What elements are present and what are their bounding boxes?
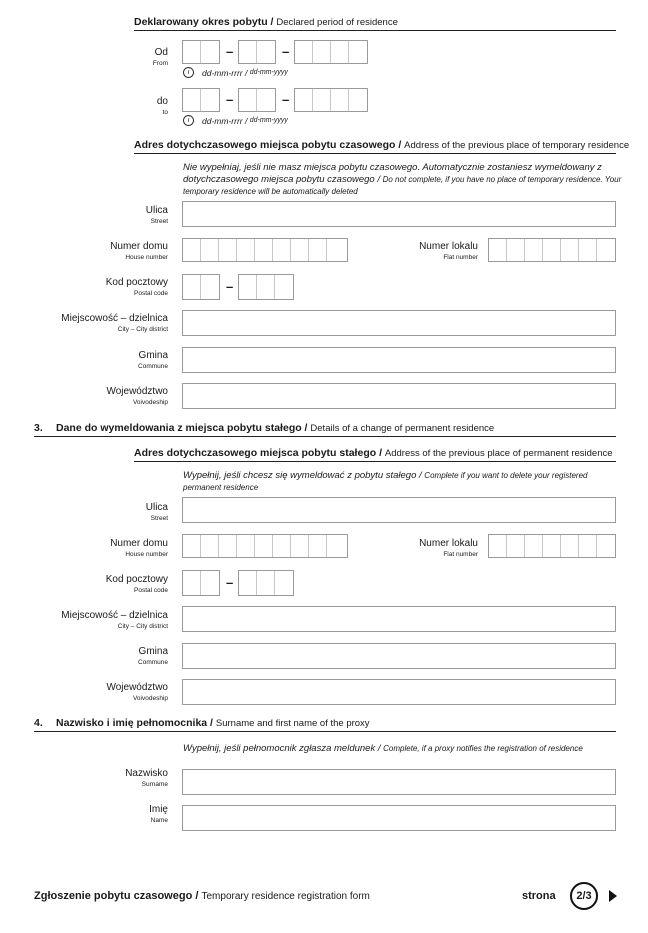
prev-perm-title: Adres dotychczasowego miejsca pobytu stałego / [134,447,382,459]
flat-label-pl: Numer lokalu [419,538,478,549]
to-date-hint [183,115,288,126]
declared-period-title: Deklarowany okres pobytu / [134,16,274,28]
prev-perm-postal-suffix-input[interactable] [238,570,294,596]
declared-period-title-en: Declared period of residence [276,17,398,28]
declared-period-header [134,16,398,28]
prev-temp-street-input[interactable] [182,201,616,227]
prev-perm-street-input[interactable] [182,497,616,523]
flat-number-label [338,538,478,559]
to-label-en: to [162,109,168,116]
prev-perm-voivodeship-input[interactable] [182,679,616,705]
flat-number-label [338,241,478,262]
commune-label [28,350,168,371]
info-icon: i [183,67,194,78]
prev-perm-commune-input[interactable] [182,643,616,669]
prev-temp-title-en: Address of the previous place of temporary residence [404,140,630,151]
section-4-title-en: Surname and first name of the proxy [215,718,370,729]
section-3-title: Dane do wymeldowania z miejsca pobytu stałego / [56,422,308,434]
date-separator: – [226,44,234,59]
section-rule [34,436,616,437]
flat-label-en: Flat number [443,254,478,261]
commune-label-en: Commune [138,659,168,666]
name-label-pl: Imię [149,804,168,815]
prev-temp-header [134,139,629,151]
voivodeship-label [28,682,168,703]
prev-temp-flat-number-input[interactable] [488,238,616,262]
prev-temp-note-en: Do not complete, if you have no place of temporary residence. Your temporary residence will be automatically deleted [183,175,622,196]
to-label-pl: do [156,96,168,107]
proxy-note [183,743,583,755]
section-3-number: 3. [34,422,43,434]
postal-label-en: Postal code [134,290,168,297]
postal-label-pl: Kod pocztowy [105,277,168,288]
city-label-pl: Miejscowość – dzielnica [61,313,168,324]
section-rule [134,153,616,154]
flat-label-pl: Numer lokalu [419,241,478,252]
postal-code-label [28,574,168,595]
name-label [28,804,168,825]
from-month-input[interactable] [238,40,276,64]
section-4-header [56,717,370,729]
prev-perm-flat-number-input[interactable] [488,534,616,558]
date-separator: – [282,44,290,59]
date-hint-en: dd-mm-yyyy [249,69,288,76]
prev-temp-voivodeship-input[interactable] [182,383,616,409]
section-4-title: Nazwisko i imię pełnomocnika / [56,717,213,729]
prev-temp-postal-suffix-input[interactable] [238,274,294,300]
from-year-input[interactable] [294,40,368,64]
voiv-label-pl: Województwo [106,386,168,397]
date-hint-pl: dd-mm-rrrr / [202,67,248,78]
surname-label-pl: Nazwisko [125,768,168,779]
footer-title-en: Temporary residence registration form [201,891,370,902]
proxy-note-pl: Wypełnij, jeśli pełnomocnik zgłasza meldunek / [183,743,381,754]
page-label: strona [522,890,556,902]
date-hint-pl: dd-mm-rrrr / [202,115,248,126]
house-label-en: House number [125,254,168,261]
city-label-en: City – City district [117,623,168,630]
footer-title [34,890,370,902]
to-year-input[interactable] [294,88,368,112]
info-icon: i [183,115,194,126]
street-label-pl: Ulica [145,502,168,513]
prev-temp-house-number-input[interactable] [182,238,348,262]
house-number-label [28,538,168,559]
next-page-arrow-icon[interactable] [609,890,617,902]
prev-temp-note [183,162,623,198]
commune-label-pl: Gmina [138,646,168,657]
street-label [28,205,168,226]
prev-perm-header [134,447,613,459]
voiv-label-en: Voivodeship [132,399,168,406]
to-label [28,96,168,117]
prev-perm-note-pl: Wypełnij, jeśli chcesz się wymeldować z pobytu stałego / [183,470,422,481]
postal-label-en: Postal code [134,587,168,594]
date-separator: – [226,92,234,107]
prev-perm-note [183,470,623,494]
city-label [28,610,168,631]
voiv-label-pl: Województwo [106,682,168,693]
street-label-pl: Ulica [145,205,168,216]
flat-label-en: Flat number [443,551,478,558]
prev-temp-title: Adres dotychczasowego miejsca pobytu czasowego / [134,139,402,151]
street-label-en: Street [150,218,168,225]
prev-perm-note-en: Complete if you want to delete your registered permanent residence [183,471,588,492]
to-day-input[interactable] [182,88,220,112]
city-label-en: City – City district [117,326,168,333]
voivodeship-label [28,386,168,407]
from-day-input[interactable] [182,40,220,64]
postal-label-pl: Kod pocztowy [105,574,168,585]
street-label-en: Street [150,515,168,522]
postal-separator: – [226,279,234,294]
commune-label [28,646,168,667]
city-label [28,313,168,334]
section-4-number: 4. [34,717,43,729]
section-rule [134,30,616,31]
postal-code-label [28,277,168,298]
house-number-label [28,241,168,262]
city-label-pl: Miejscowość – dzielnica [61,610,168,621]
name-label-en: Name [150,817,168,824]
page-number-badge: 2/3 [570,882,598,910]
date-separator: – [282,92,290,107]
house-label-pl: Numer domu [110,538,168,549]
proxy-name-input[interactable] [182,805,616,831]
date-hint-en: dd-mm-yyyy [249,117,288,124]
commune-label-en: Commune [138,363,168,370]
commune-label-pl: Gmina [138,350,168,361]
prev-perm-city-input[interactable] [182,606,616,632]
surname-label [28,768,168,789]
voiv-label-en: Voivodeship [132,695,168,702]
prev-temp-note-pl: Nie wypełniaj, jeśli nie masz miejsca pobytu czasowego. Automatycznie zostaniesz wymeldowany z dotychczasowego miejsca pobytu czasowego / [183,162,602,185]
street-label [28,502,168,523]
proxy-surname-input[interactable] [182,769,616,795]
prev-perm-postal-prefix-input[interactable] [182,570,220,596]
footer-title-pl: Zgłoszenie pobytu czasowego / [34,890,199,902]
from-date-hint [183,67,288,78]
from-label-en: From [152,60,168,67]
section-3-header [56,422,494,434]
prev-perm-house-number-input[interactable] [182,534,348,558]
prev-temp-city-input[interactable] [182,310,616,336]
house-label-en: House number [125,551,168,558]
section-rule [34,731,616,732]
section-3-title-en: Details of a change of permanent residence [310,423,495,434]
from-label [28,47,168,68]
to-month-input[interactable] [238,88,276,112]
section-rule [134,461,616,462]
proxy-note-en: Complete, if a proxy notifies the registration of residence [383,744,583,753]
prev-perm-title-en: Address of the previous place of permanent residence [384,448,613,459]
house-label-pl: Numer domu [110,241,168,252]
surname-label-en: Surname [141,781,168,788]
postal-separator: – [226,575,234,590]
prev-temp-postal-prefix-input[interactable] [182,274,220,300]
from-label-pl: Od [154,47,168,58]
prev-temp-commune-input[interactable] [182,347,616,373]
